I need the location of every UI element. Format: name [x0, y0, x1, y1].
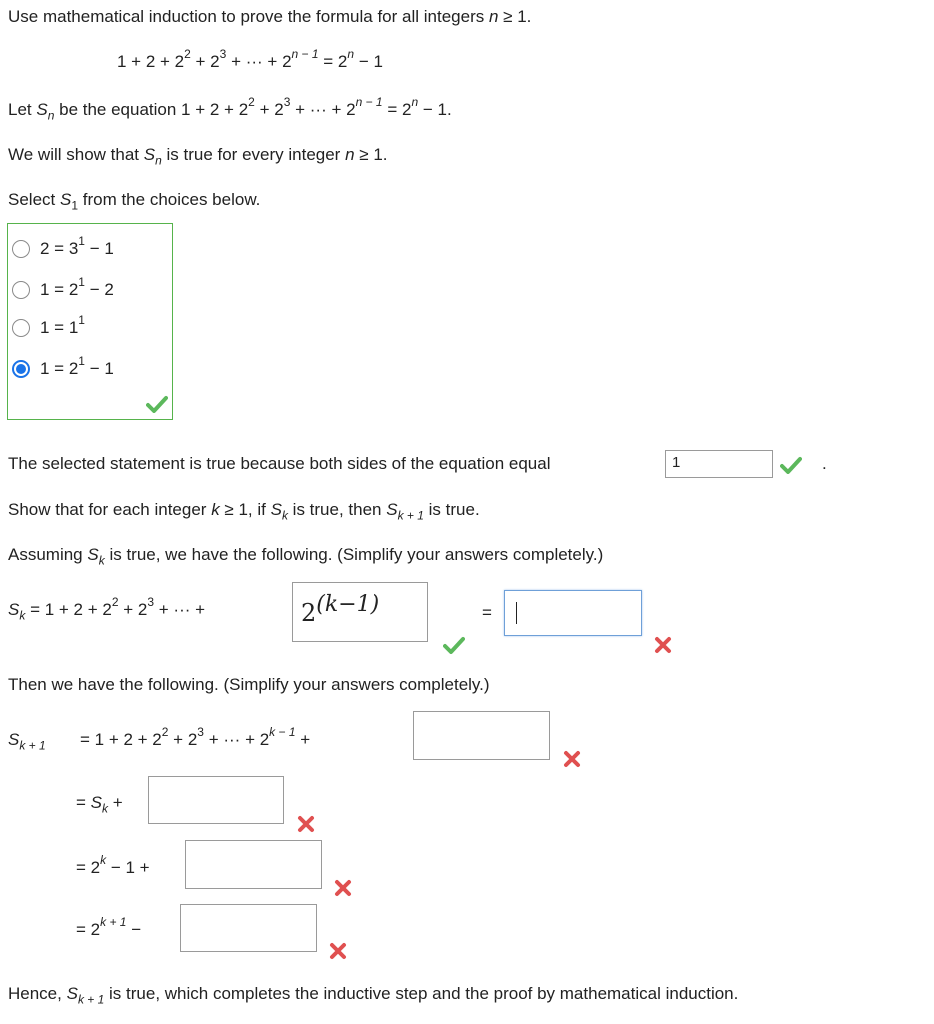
- sk-equals: =: [482, 603, 492, 622]
- inductive-step-text: Show that for each integer k ≥ 1, if $S_k$ is true, then $S_{k + 1}$ is true.: [8, 500, 480, 523]
- show-line: We will show that $S_n$ is true for every integer n ≥ 1.: [8, 145, 388, 168]
- two-k-plus-term-field[interactable]: [185, 840, 322, 889]
- incorrect-x-icon: [329, 942, 347, 960]
- selected-statement-text: The selected statement is true because both sides of the equation equal: [8, 454, 551, 473]
- two-k1-minus-term-field[interactable]: [180, 904, 317, 952]
- choice-3[interactable]: [12, 315, 85, 341]
- choice-2-label: $1 = 2^1 - 2$: [40, 275, 114, 299]
- sk-equation-lhs: $S_k = 1 + 2 + 2^2 + 2^3$ + ··· +: [8, 595, 206, 623]
- radio-choice-1[interactable]: [12, 240, 30, 258]
- let-line: Let $S_n$ be the equation $1 + 2 + 2^2 + 2^3$ + ··· + $2^{n - 1} = 2^n - 1$.: [8, 95, 452, 123]
- hence-text: Hence, $S_{k + 1}$ is true, which completes the inductive step and the proof by mathematical induction.: [8, 984, 739, 1007]
- radio-choice-2[interactable]: [12, 281, 30, 299]
- correct-check-icon: [146, 395, 168, 413]
- sk-plus-term-field[interactable]: [148, 776, 284, 824]
- incorrect-x-icon: [654, 636, 672, 654]
- choice-3-label: $1 = 1^1$: [40, 313, 85, 337]
- period: .: [822, 454, 827, 473]
- choice-4[interactable]: [12, 356, 114, 382]
- sk1-next-term-field[interactable]: [413, 711, 550, 760]
- choice-1[interactable]: [12, 236, 114, 262]
- radio-choice-4[interactable]: [12, 360, 30, 378]
- select-line: Select $S_1$ from the choices below.: [8, 190, 261, 213]
- line-2k1-minus: = $2^{k + 1}$ −: [76, 915, 142, 939]
- correct-check-icon: [780, 456, 802, 474]
- choice-4-label: $1 = 2^1 - 1$: [40, 354, 114, 378]
- sk-sum-field[interactable]: [504, 590, 642, 636]
- choice-1-label: $2 = 3^1 - 1$: [40, 234, 114, 258]
- sk1-equation-rhs: = $1 + 2 + 2^2 + 2^3$ + ··· + $2^{k - 1}$ +: [80, 725, 311, 749]
- correct-check-icon: [443, 636, 465, 654]
- instruction-text: Use mathematical induction to prove the formula for all integers n ≥ 1.: [8, 7, 532, 26]
- then-text: Then we have the following. (Simplify your answers completely.): [8, 675, 490, 694]
- incorrect-x-icon: [563, 750, 581, 768]
- incorrect-x-icon: [334, 879, 352, 897]
- line-2k-minus-1-plus: = $2^k - 1$ +: [76, 853, 150, 877]
- assuming-text: Assuming $S_k$ is true, we have the following. (Simplify your answers completely.): [8, 545, 604, 568]
- sk-last-term-exponent: (k−1): [316, 592, 380, 617]
- choice-2[interactable]: [12, 277, 114, 303]
- formula-display: $1 + 2 + 2^2 + 2^3$ + ··· + $2^{n - 1} = 2^n - 1$: [117, 47, 383, 71]
- radio-choice-3[interactable]: [12, 319, 30, 337]
- both-sides-answer-field[interactable]: 1: [665, 450, 773, 478]
- sk-last-term-base: 2: [301, 599, 317, 627]
- incorrect-x-icon: [297, 815, 315, 833]
- sk-last-term-field[interactable]: [292, 582, 428, 642]
- sk1-equation-lhs: $S_{k + 1}$: [8, 730, 46, 753]
- line-sk-plus: = $S_k$ +: [76, 793, 123, 816]
- text-cursor: [516, 602, 517, 624]
